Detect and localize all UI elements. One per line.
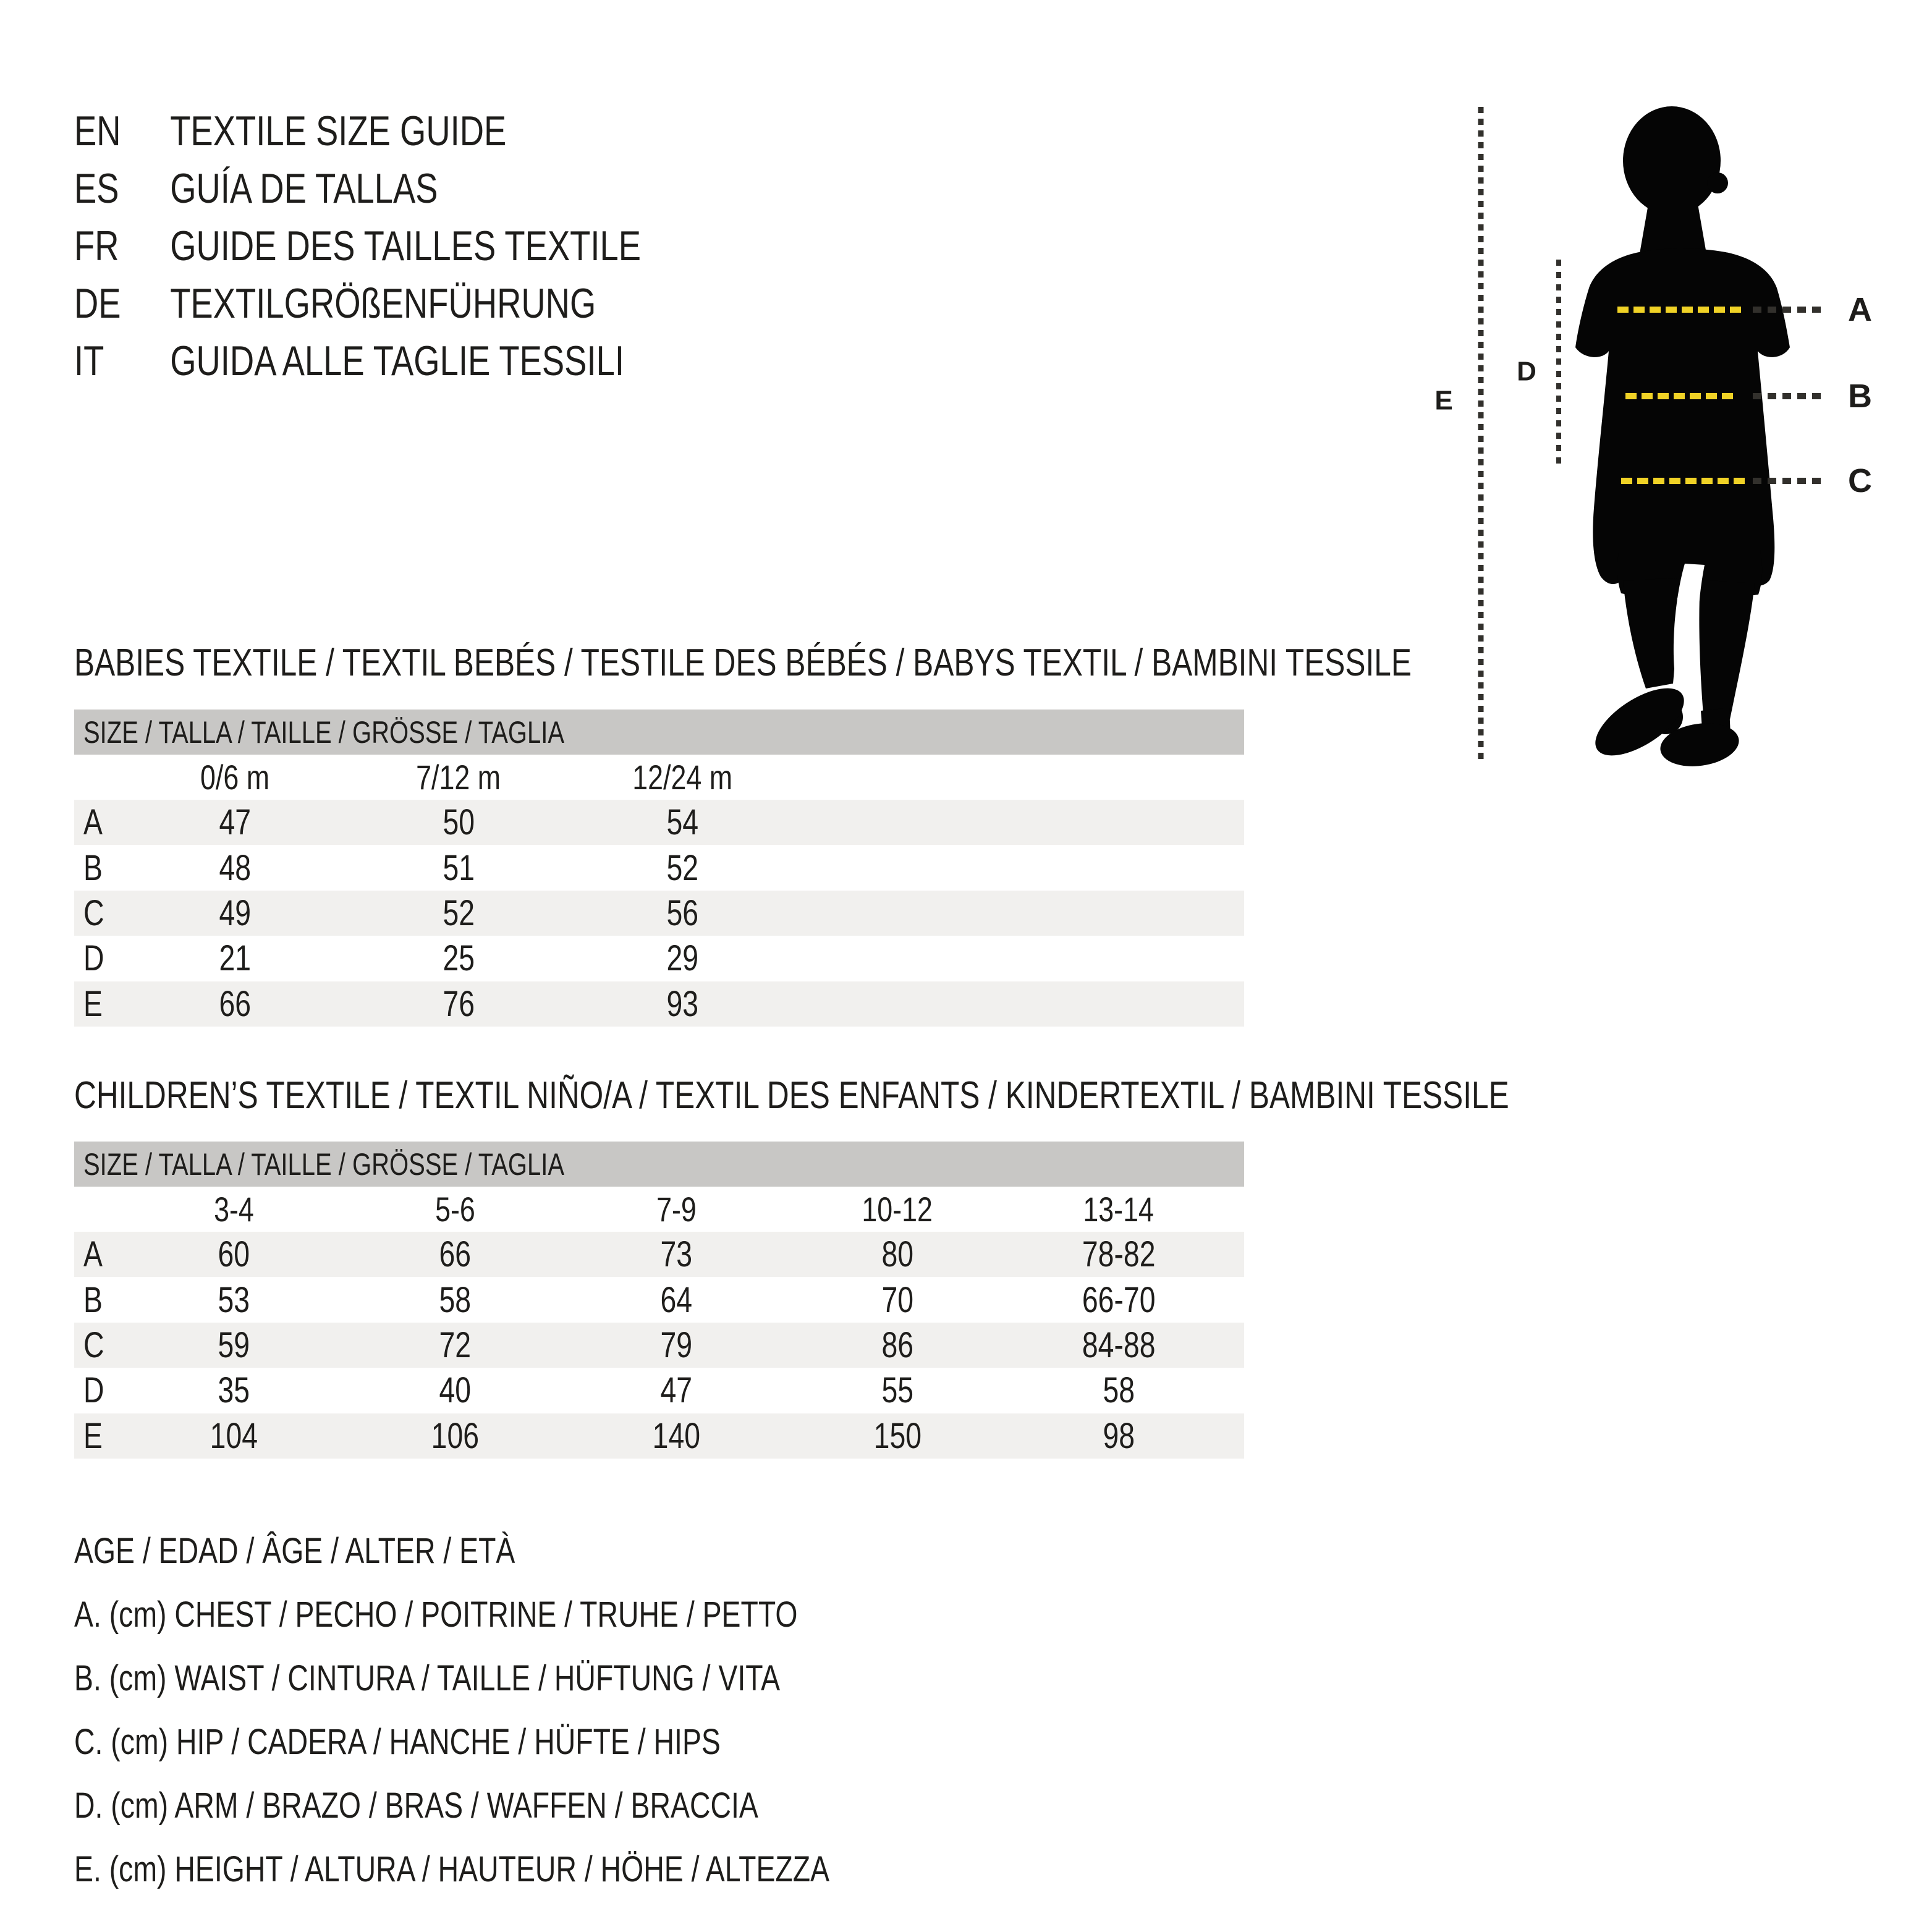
row-value: 21 — [219, 938, 251, 979]
row-value: 29 — [666, 938, 698, 979]
table-row — [74, 845, 1244, 890]
babies-section-title: BABIES TEXTILE / TEXTIL BEBÉS / TESTILE DES BÉBÉS / BABYS TEXTIL / BAMBINI TESSILE — [74, 642, 1412, 684]
row-label: C — [83, 1324, 104, 1365]
lang-line-es — [74, 160, 782, 218]
children-col-header: 7-9 — [656, 1190, 697, 1229]
lang-code: DE — [74, 280, 121, 327]
lang-line-it — [74, 333, 782, 390]
measurement-figure — [1434, 87, 1932, 791]
row-label: A — [83, 802, 103, 843]
row-value: 58 — [439, 1279, 471, 1320]
row-value: 59 — [218, 1324, 250, 1365]
row-value: 79 — [660, 1324, 692, 1365]
children-section-title: CHILDREN’S TEXTILE / TEXTIL NIÑO/A / TEXTIL DES ENFANTS / KINDERTEXTIL / BAMBINI TESSILE — [74, 1074, 1509, 1117]
row-value: 66-70 — [1082, 1279, 1156, 1320]
silhouette-ear — [1707, 172, 1728, 193]
row-label: E — [83, 983, 103, 1024]
table-row — [74, 800, 1244, 845]
row-value: 72 — [439, 1324, 471, 1365]
lang-code: EN — [74, 108, 121, 155]
label-E: E — [1434, 385, 1453, 416]
row-value: 52 — [443, 892, 475, 933]
table-row — [74, 936, 1244, 981]
row-value: 58 — [1103, 1370, 1135, 1411]
row-value: 70 — [881, 1279, 913, 1320]
legend-waist: B. (cm) WAIST / CINTURA / TAILLE / HÜFTUNG / VITA — [74, 1658, 781, 1698]
children-size-table — [74, 1142, 1244, 1459]
babies-column-header-row — [74, 755, 1244, 800]
row-value: 25 — [443, 938, 475, 979]
row-label: C — [83, 892, 104, 933]
lang-code: IT — [74, 337, 104, 384]
row-value: 80 — [881, 1234, 913, 1275]
table-row — [74, 981, 1244, 1027]
children-col-header: 13-14 — [1083, 1190, 1155, 1229]
row-value: 50 — [443, 802, 475, 843]
row-value: 66 — [439, 1234, 471, 1275]
babies-col-header: 7/12 m — [416, 758, 501, 797]
children-col-header: 5-6 — [434, 1190, 475, 1229]
row-value: 47 — [660, 1370, 692, 1411]
table-row — [74, 1413, 1244, 1459]
row-value: 78-82 — [1082, 1234, 1156, 1275]
row-value: 140 — [652, 1415, 700, 1456]
babies-col-header: 12/24 m — [632, 758, 732, 797]
row-label: D — [83, 1370, 104, 1411]
row-label: E — [83, 1415, 103, 1456]
label-D: D — [1517, 356, 1536, 387]
row-value: 52 — [666, 847, 698, 888]
row-value: 64 — [660, 1279, 692, 1320]
babies-col-header: 0/6 m — [200, 758, 270, 797]
legend-arm: D. (cm) ARM / BRAZO / BRAS / WAFFEN / BRACCIA — [74, 1786, 758, 1826]
table-row — [74, 1277, 1244, 1322]
table-row — [74, 891, 1244, 936]
row-value: 150 — [873, 1415, 922, 1456]
label-A: A — [1848, 291, 1872, 328]
row-value: 48 — [219, 847, 251, 888]
lang-line-en — [74, 103, 782, 160]
table-row — [74, 1368, 1244, 1413]
row-value: 73 — [660, 1234, 692, 1275]
row-value: 86 — [881, 1324, 913, 1365]
language-title-list — [74, 103, 782, 390]
legend-height: E. (cm) HEIGHT / ALTURA / HAUTEUR / HÖHE / ALTEZZA — [74, 1849, 830, 1889]
lang-code: FR — [74, 222, 119, 269]
row-value: 51 — [443, 847, 475, 888]
legend-chest: A. (cm) CHEST / PECHO / POITRINE / TRUHE / PETTO — [74, 1595, 798, 1635]
babies-size-table — [74, 710, 1244, 1027]
table-row — [74, 1323, 1244, 1368]
row-label: D — [83, 938, 104, 979]
children-column-header-row — [74, 1187, 1244, 1232]
lang-title: GUIDE DES TAILLES TEXTILE — [170, 222, 642, 269]
row-value: 54 — [666, 802, 698, 843]
legend-hip: C. (cm) HIP / CADERA / HANCHE / HÜFTE / HIPS — [74, 1722, 721, 1762]
row-label: B — [83, 847, 103, 888]
row-value: 35 — [218, 1370, 250, 1411]
lang-title: GUÍA DE TALLAS — [170, 165, 438, 212]
row-value: 98 — [1103, 1415, 1135, 1456]
children-size-header-bar: SIZE / TALLA / TAILLE / GRÖSSE / TAGLIA — [74, 1142, 1244, 1187]
lang-line-fr — [74, 218, 782, 275]
label-C: C — [1848, 462, 1872, 499]
row-label: A — [83, 1234, 103, 1275]
row-value: 76 — [443, 983, 475, 1024]
row-value: 84-88 — [1082, 1324, 1156, 1365]
legend-age: AGE / EDAD / ÂGE / ALTER / ETÀ — [74, 1531, 515, 1571]
row-value: 56 — [666, 892, 698, 933]
children-col-header: 10-12 — [862, 1190, 933, 1229]
lang-line-de — [74, 275, 782, 333]
row-value: 40 — [439, 1370, 471, 1411]
label-B: B — [1848, 378, 1872, 415]
row-value: 66 — [219, 983, 251, 1024]
row-value: 93 — [666, 983, 698, 1024]
lang-code: ES — [74, 165, 119, 212]
row-value: 53 — [218, 1279, 250, 1320]
babies-size-header-bar: SIZE / TALLA / TAILLE / GRÖSSE / TAGLIA — [74, 710, 1244, 755]
child-silhouette-diagram — [1434, 87, 1932, 791]
row-value: 106 — [431, 1415, 479, 1456]
row-value: 47 — [219, 802, 251, 843]
lang-title: TEXTILE SIZE GUIDE — [170, 108, 507, 155]
row-value: 60 — [218, 1234, 250, 1275]
table-row — [74, 1232, 1244, 1277]
row-value: 104 — [210, 1415, 258, 1456]
row-value: 55 — [881, 1370, 913, 1411]
row-label: B — [83, 1279, 103, 1320]
children-col-header: 3-4 — [213, 1190, 254, 1229]
measurement-legend — [74, 1519, 1019, 1901]
silhouette-head — [1623, 106, 1721, 215]
lang-title: TEXTILGRÖßENFÜHRUNG — [170, 280, 596, 327]
row-value: 49 — [219, 892, 251, 933]
silhouette-shirt — [1575, 248, 1790, 586]
lang-title: GUIDA ALLE TAGLIE TESSILI — [170, 337, 624, 384]
